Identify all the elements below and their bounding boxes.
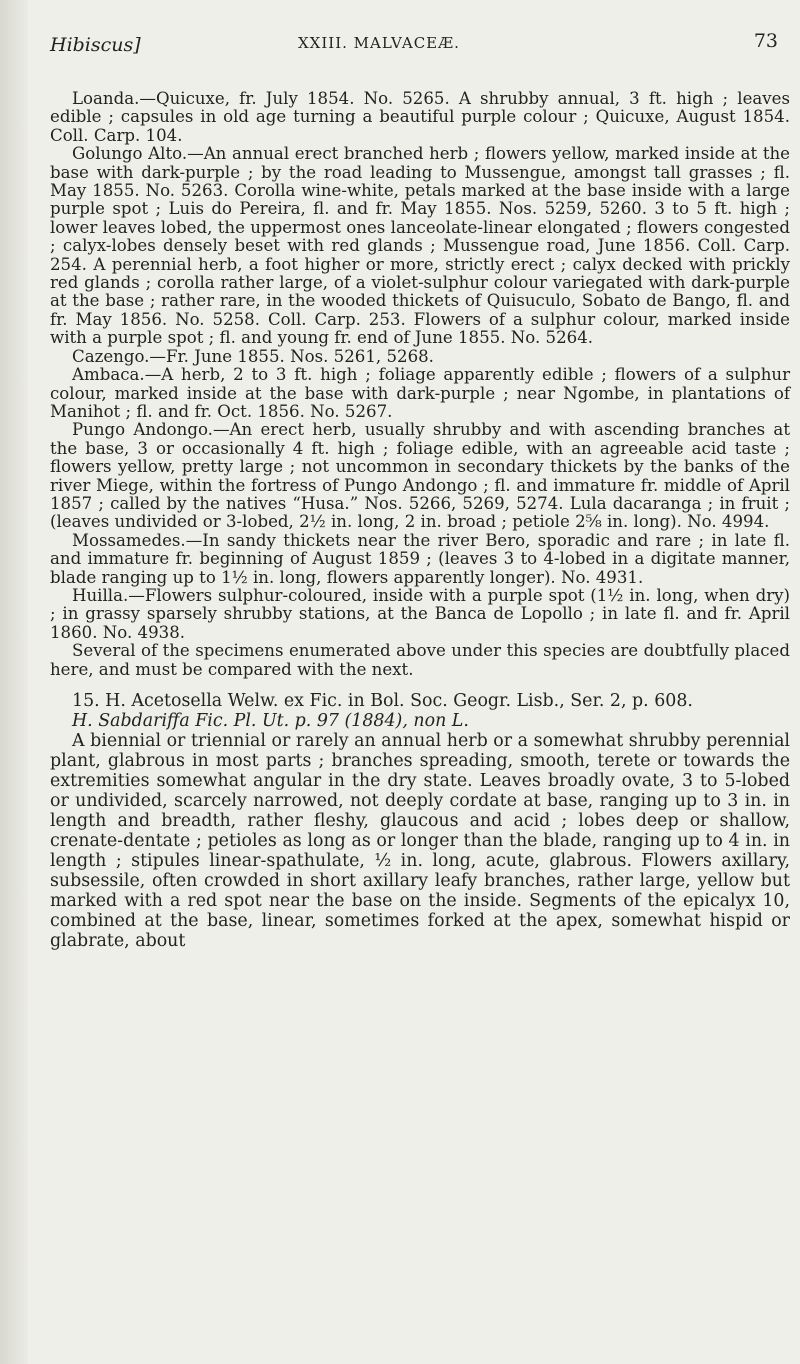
species-synonym: H. Sabdariffa Fic. Pl. Ut. p. 97 (1884), non L. bbox=[72, 711, 469, 731]
species-description: A biennial or triennial or rarely an annual herb or a somewhat shrubby perennial plant, glabrous in most parts ; branches spreading, smooth, terete or towards the extremities somewhat angular in the dry state. Leaves broadly ovate, 3 to 5-lobed or undivided, scarcely narrowed, not deeply cordate at base, ranging up to 3 in. in length and breadth, rather fleshy, glaucous and acid ; lobes deep or shallow, crenate-dentate ; petioles as long as or longer than the blade, ranging up to 4 in. in length ; stipules linear-spathulate, ½ in. long, acute, glabrous. Flowers axillary, subsessile, often crowded in short axillary leafy branches, rather large, yellow but marked with a red spot near the base on the inside. Segments of the epicalyx 10, combined at the base, linear, sometimes forked at the apex, somewhat hispid or glabrate, about bbox=[50, 731, 790, 951]
paragraph-note: Several of the specimens enumerated above under this species are doubtfully placed here, and must be compared with the next. bbox=[50, 641, 790, 679]
page-body bbox=[50, 90, 790, 951]
page-number: 73 bbox=[753, 30, 778, 52]
page-edge-shadow bbox=[0, 0, 28, 1364]
paragraph-huilla: Huilla.—Flowers sulphur-coloured, inside with a purple spot (1½ in. long, when dry) ; in grassy sparsely shrubby stations, at the Banca de Lopollo ; in late fl. and fr. April 1860. No. 4938. bbox=[50, 585, 790, 642]
paragraph-cazengo: Cazengo.—Fr. June 1855. Nos. 5261, 5268. bbox=[72, 346, 434, 366]
book-page bbox=[50, 26, 790, 951]
section-gap bbox=[50, 679, 790, 691]
running-header bbox=[50, 26, 790, 64]
paragraph-mossamedes: Mossamedes.—In sandy thickets near the river Bero, sporadic and rare ; in late fl. and immature fr. beginning of August 1859 ; (leaves 3 to 4-lobed in a digitate manner, blade ranging up to 1½ in. long, flowers apparently longer). No. 4931. bbox=[50, 530, 790, 587]
paragraph-golungo-alto: Golungo Alto.—An annual erect branched herb ; flowers yellow, marked inside at the base with dark-purple ; by the road leading to Mussengue, amongst tall grasses ; fl. May 1855. No. 5263. Corolla wine-white, petals marked at the base inside with a large purple spot ; Luis do Pereira, fl. and fr. May 1855. Nos. 5259, 5260. 3 to 5 ft. high ; lower leaves lobed, the uppermost ones lanceolate-linear elongated ; flowers congested ; calyx-lobes densely beset with red glands ; Mussengue road, June 1856. Coll. Carp. 254. A perennial herb, a foot higher or more, strictly erect ; calyx decked with prickly red glands ; corolla rather large, of a violet-sulphur colour variegated with dark-purple at the base ; rather rare, in the wooded thickets of Quisuculo, Sobato de Bango, fl. and fr. May 1856. No. 5258. Coll. Carp. 253. Flowers of a sulphur colour, marked inside with a purple spot ; fl. and young fr. end of June 1855. No. 5264. bbox=[50, 144, 790, 348]
paragraph-loanda: Loanda.—Quicuxe, fr. July 1854. No. 5265. A shrubby annual, 3 ft. high ; leaves edible ; capsules in old age turning a beautiful purple colour ; Quicuxe, August 1854. Coll. Carp. 104. bbox=[50, 89, 790, 145]
header-family: XXIII. MALVACEÆ. bbox=[298, 34, 460, 52]
species-heading: 15. H. Acetosella Welw. ex Fic. in Bol. Soc. Geogr. Lisb., Ser. 2, p. 608. bbox=[72, 691, 693, 711]
header-genus: Hibiscus] bbox=[50, 34, 141, 56]
paragraph-ambaca: Ambaca.—A herb, 2 to 3 ft. high ; foliage apparently edible ; flowers of a sulphur colour, marked inside at the base with dark-purple ; near Ngombe, in plantations of Manihot ; fl. and fr. Oct. 1856. No. 5267. bbox=[50, 365, 790, 421]
paragraph-pungo-andongo: Pungo Andongo.—An erect herb, usually shrubby and with ascending branches at the base, 3 or occasionally 4 ft. high ; foliage edible, with an agreeable acid taste ; flowers yellow, pretty large ; not uncommon in secondary thickets by the banks of the river Miege, within the fortress of Pungo Andongo ; fl. and immature fr. middle of April 1857 ; called by the natives “Husa.” Nos. 5266, 5269, 5274. Lula dacaranga ; in fruit ; (leaves undivided or 3-lobed, 2½ in. long, 2 in. broad ; petiole 2⅝ in. long). No. 4994. bbox=[50, 420, 790, 532]
